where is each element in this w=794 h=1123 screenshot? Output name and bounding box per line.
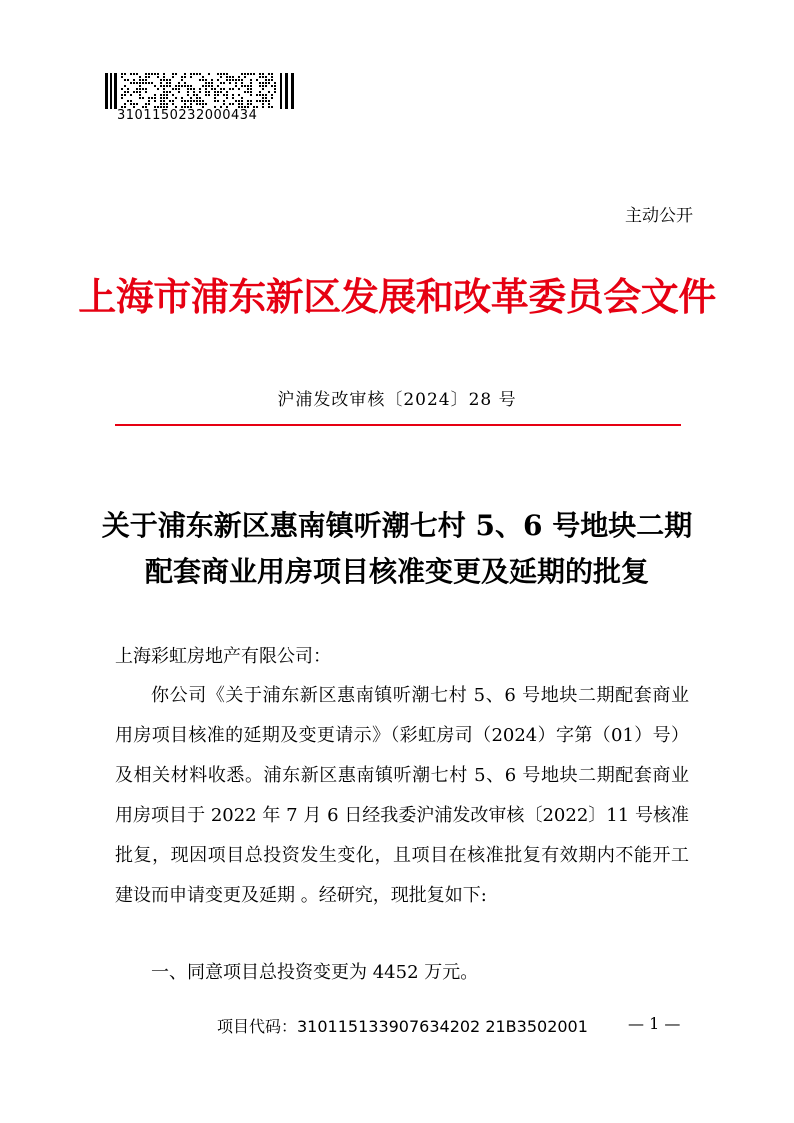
title-line-2: 配套商业用房项目核准变更及延期的批复 xyxy=(144,555,649,588)
page-number: — 1 — xyxy=(628,1014,681,1033)
document-title xyxy=(0,503,794,595)
addressee: 上海彩虹房地产有限公司： xyxy=(115,646,331,667)
disclosure-label: 主动公开 xyxy=(625,206,693,226)
barcode xyxy=(105,73,295,109)
red-divider xyxy=(115,424,681,426)
barcode-number: 3101150232000434 xyxy=(117,108,258,123)
masthead-title: 上海市浦东新区发展和改革委员会文件 xyxy=(78,274,716,319)
document-number: 沪浦发改审核〔2024〕28 号 xyxy=(277,390,517,410)
body-paragraph: 你公司《关于浦东新区惠南镇听潮七村 5、6 号地块二期配套商业用房项目核准的延期及变更请示》（彩虹房司（2024）字第（01）号）及相关材料收悉。浦东新区惠南镇听潮七村 5、6 号地块二期配套商业用房项目于 2022 年 7 月 6 日经我委沪浦发改审核〔2022〕11 号核准批复，现因项目总投资发生变化，且项目在核准批复有效期内不能开工建设而申请变更及延期 。经研究，现批复如下: xyxy=(115,685,689,906)
title-line-1: 关于浦东新区惠南镇听潮七村 5、6 号地块二期 xyxy=(101,509,693,542)
approval-item-1: 一、同意项目总投资变更为 4452 万元。 xyxy=(151,962,479,983)
project-code: 项目代码：310115133907634202 21B3502001 xyxy=(217,1017,588,1036)
